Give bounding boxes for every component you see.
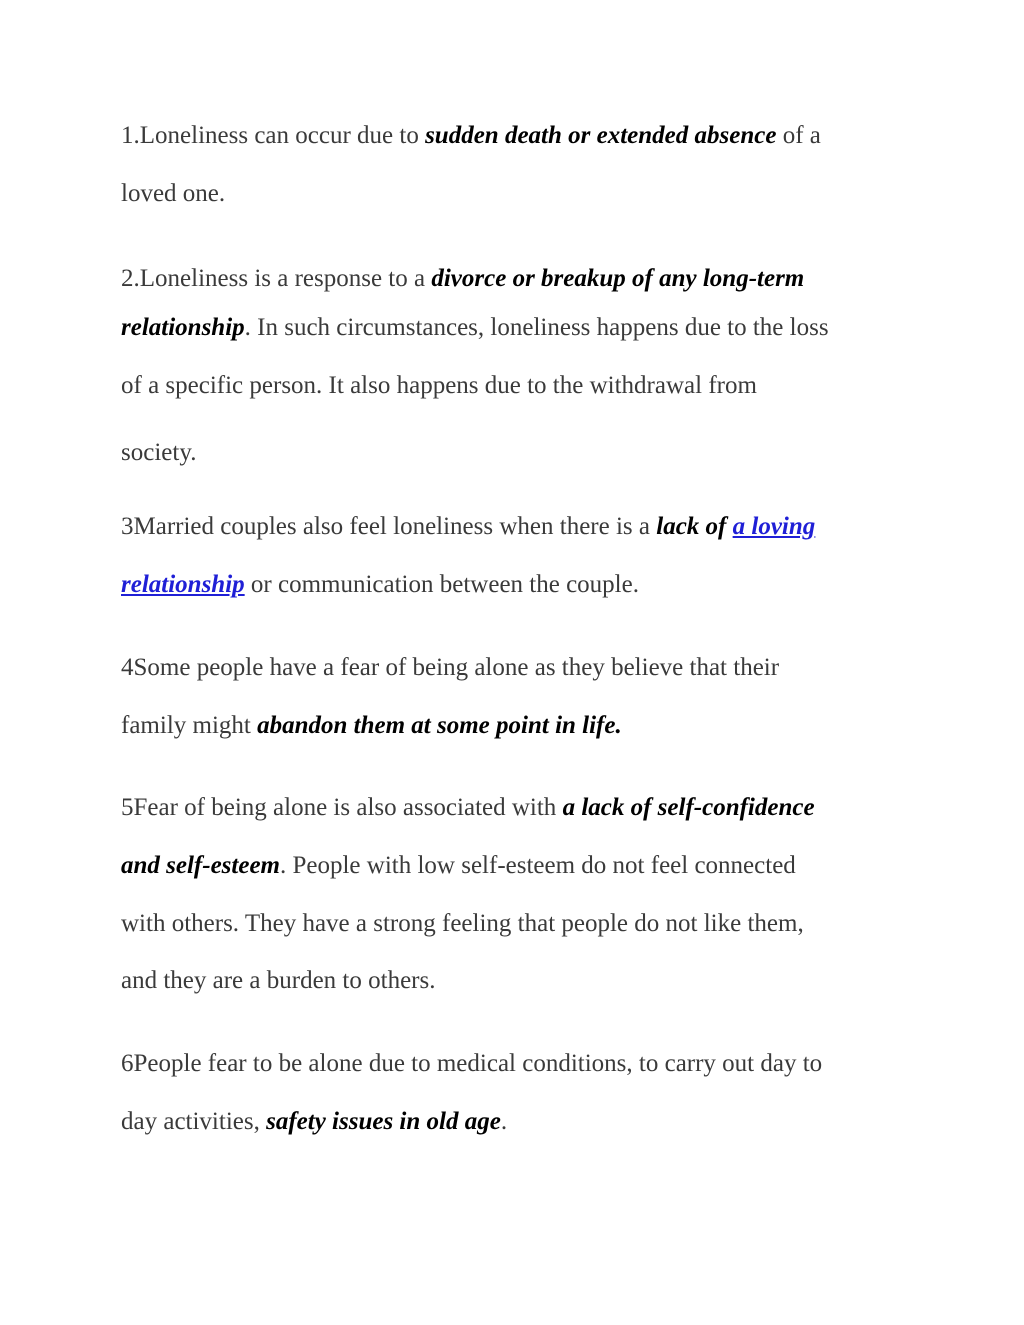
- paragraph-2-line-1: [121, 263, 804, 295]
- text-run: . People with low self-esteem do not feel connected: [279, 852, 796, 879]
- loving-relationship-link[interactable]: a loving: [732, 513, 816, 540]
- text-run: or communication between the couple.: [244, 571, 639, 598]
- paragraph-5-line-4: [121, 965, 435, 997]
- text-run: society.: [121, 439, 197, 466]
- text-run: loved one.: [121, 180, 226, 207]
- text-run: 4Some people have a fear of being alone as they believe that their: [121, 654, 780, 681]
- emphasis-text: sudden death or extended absence: [425, 122, 777, 149]
- text-run: 3Married couples also feel loneliness when there is a: [121, 513, 657, 540]
- emphasis-text: a lack of self-confidence: [562, 794, 815, 821]
- emphasis-text: relationship: [121, 314, 245, 341]
- paragraph-1-line-2: [121, 178, 225, 210]
- paragraph-2-line-2: [121, 312, 829, 344]
- text-run: of a: [776, 122, 821, 149]
- emphasis-text: lack of: [656, 513, 727, 540]
- paragraph-6-line-1: [121, 1048, 822, 1080]
- paragraph-4-line-1: [121, 652, 779, 684]
- text-run: with others. They have a strong feeling that people do not like them,: [121, 910, 804, 937]
- emphasis-text: and self-esteem: [121, 852, 280, 879]
- paragraph-5-line-3: [121, 908, 804, 940]
- paragraph-3-line-1: [121, 511, 815, 543]
- text-run: day activities,: [121, 1108, 267, 1135]
- emphasis-text: safety issues in old age: [266, 1108, 501, 1135]
- paragraph-1-line-1: [121, 120, 821, 152]
- text-run: family might: [121, 712, 258, 739]
- paragraph-6-line-2: [121, 1106, 507, 1138]
- text-run: of a specific person. It also happens due to the withdrawal from: [121, 372, 757, 399]
- paragraph-2-line-4: [121, 437, 196, 469]
- paragraph-2-line-3: [121, 370, 757, 402]
- paragraph-5-line-2: [121, 850, 796, 882]
- emphasis-text: divorce or breakup of any long-term: [431, 265, 805, 292]
- emphasis-text: abandon them at some point in life.: [257, 712, 622, 739]
- text-run: 5Fear of being alone is also associated with: [121, 794, 563, 821]
- text-run: and they are a burden to others.: [121, 967, 436, 994]
- paragraph-3-line-2: [121, 569, 639, 601]
- text-run: .: [500, 1108, 508, 1135]
- text-run: 6People fear to be alone due to medical conditions, to carry out day to: [121, 1050, 823, 1077]
- loving-relationship-link[interactable]: relationship: [121, 571, 245, 598]
- paragraph-4-line-2: [121, 710, 622, 742]
- text-run: 1.Loneliness can occur due to: [121, 122, 426, 149]
- paragraph-5-line-1: [121, 792, 815, 824]
- text-run: 2.Loneliness is a response to a: [121, 265, 432, 292]
- text-run: . In such circumstances, loneliness happens due to the loss: [244, 314, 829, 341]
